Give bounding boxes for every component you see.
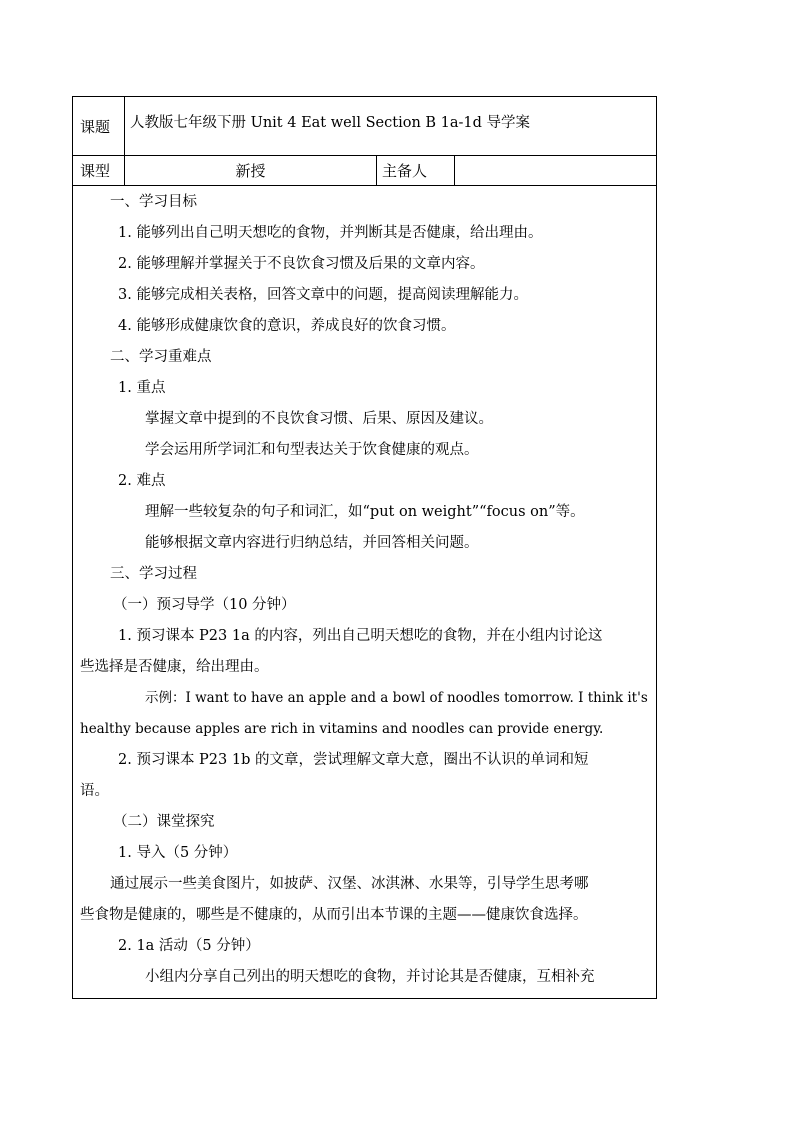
preview-item-2-cont: 语。 [80,783,109,799]
topic-value: 人教版七年级下册 Unit 4 Eat well Section B 1a-1d 导学案 [130,115,531,131]
preview-item-1: 1. 预习课本 P23 1a 的内容，列出自己明天想吃的食物，并在小组内讨论这 [118,628,603,644]
topic-label: 课题 [73,97,125,156]
intro-text-cont: 些食物是健康的，哪些是不健康的，从而引出本节课的主题——健康饮食选择。 [80,907,588,923]
section-heading-key-points: 二、学习重难点 [110,349,212,365]
lesson-plan-table [72,96,657,999]
type-value: 新授 [125,156,377,186]
key-point-item: 掌握文章中提到的不良饮食习惯、后果、原因及建议。 [145,411,493,427]
type-row [73,156,657,186]
objective-item: 1. 能够列出自己明天想吃的食物，并判断其是否健康，给出理由。 [118,225,543,241]
activity-label: 2. 1a 活动（5 分钟） [118,938,260,954]
objective-item: 4. 能够形成健康饮食的意识，养成良好的饮食习惯。 [118,318,456,334]
content-row [73,186,657,999]
preview-item-1-cont: 些选择是否健康，给出理由。 [80,659,269,675]
key-point-label: 1. 重点 [118,380,166,396]
example-line-cont: healthy because apples are rich in vitamins and noodles can provide energy. [80,721,604,737]
part-heading-explore: （二）课堂探究 [113,814,215,830]
lesson-plan-sheet [72,96,656,999]
type-label: 课型 [73,156,125,186]
owner-label: 主备人 [377,156,455,186]
difficulty-item: 能够根据文章内容进行归纳总结，并回答相关问题。 [145,535,479,551]
objective-item: 3. 能够完成相关表格，回答文章中的问题，提高阅读理解能力。 [118,287,528,303]
preview-item-2: 2. 预习课本 P23 1b 的文章，尝试理解文章大意，圈出不认识的单词和短 [118,752,589,768]
topic-cell [125,97,657,156]
owner-value [455,156,657,186]
intro-label: 1. 导入（5 分钟） [118,845,238,861]
objective-item: 2. 能够理解并掌握关于不良饮食习惯及后果的文章内容。 [118,256,485,272]
section-heading-objectives: 一、学习目标 [110,194,197,210]
difficulty-item: 理解一些较复杂的句子和词汇，如“put on weight”“focus on”等。 [145,504,585,520]
difficulty-label: 2. 难点 [118,473,166,489]
intro-text: 通过展示一些美食图片，如披萨、汉堡、冰淇淋、水果等，引导学生思考哪 [110,876,589,892]
content-cell [73,186,657,999]
activity-text: 小组内分享自己列出的明天想吃的食物，并讨论其是否健康，互相补充 [145,969,595,985]
example-line: 示例：I want to have an apple and a bowl of noodles tomorrow. I think it's [145,690,648,706]
topic-row [73,97,657,156]
part-heading-preview: （一）预习导学（10 分钟） [113,597,296,613]
section-heading-process: 三、学习过程 [110,566,197,582]
key-point-item: 学会运用所学词汇和句型表达关于饮食健康的观点。 [145,442,479,458]
